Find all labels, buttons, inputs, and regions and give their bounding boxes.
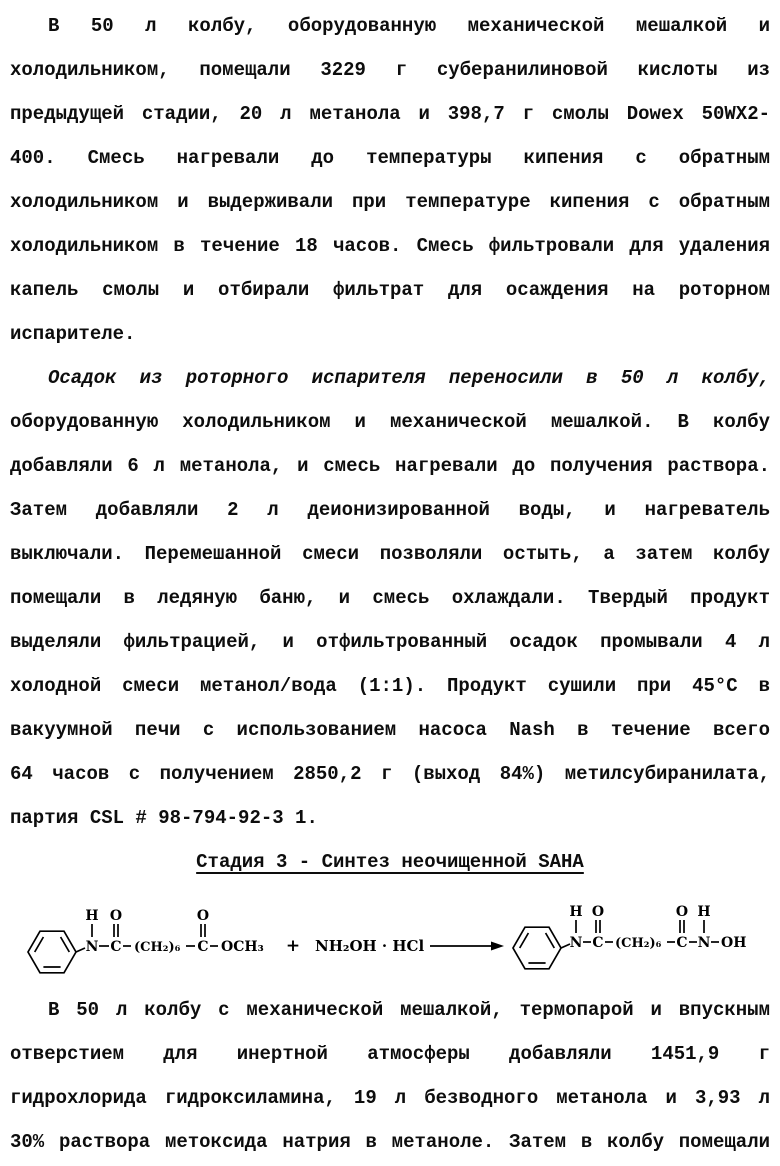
methylene-chain-label: (CH₂)₆ <box>615 936 662 951</box>
carbonyl-c-label: C <box>592 935 604 951</box>
text-line: капель смолы и отбирали фильтрат для осаждения на роторном <box>10 279 770 301</box>
methoxy-label: OCH₃ <box>221 939 264 955</box>
hydroxamic-n-label: N <box>697 935 711 951</box>
text-line: помещали в ледяную баню, и смесь охлаждали. Твердый продукт <box>10 587 770 609</box>
text-line: Затем добавляли 2 л деионизированной воды, и нагреватель <box>10 499 770 521</box>
ester-c-label: C <box>197 939 209 955</box>
reaction-arrow-icon <box>430 942 504 951</box>
ester-o-label: O <box>196 908 210 924</box>
paragraph-1 <box>10 4 770 356</box>
paragraph-3 <box>10 988 770 1164</box>
section-heading-text: Стадия 3 - Синтез неочищенной SAHA <box>196 851 584 873</box>
amide-h-label: H <box>569 904 583 920</box>
text-line: партия CSL # 98-794-92-3 1. <box>10 807 318 829</box>
reaction-scheme-block <box>10 890 770 982</box>
hydroxamic-h-label: H <box>697 904 711 920</box>
benzene-ring-icon <box>28 931 76 973</box>
paragraph-2 <box>10 356 770 840</box>
text-line: холодильником и выдерживали при температуре кипения с обратным <box>10 191 770 213</box>
hydroxyl-label: OH <box>721 935 747 951</box>
text-line: вакуумной печи с использованием насоса Nash в течение всего <box>10 719 770 741</box>
section-heading <box>10 840 770 884</box>
text-line: холодильником в течение 18 часов. Смесь фильтровали для удаления <box>10 235 770 257</box>
reaction-scheme <box>10 890 770 982</box>
carbonyl-c-label: C <box>110 939 122 955</box>
text-line: добавляли 6 л метанола, и смесь нагревали до получения раствора. <box>10 455 770 477</box>
amide-n-label: N <box>85 939 99 955</box>
text-line: 64 часов с получением 2850,2 г (выход 84%) метилсубиранилата, <box>10 763 770 785</box>
plus-sign: + <box>285 936 301 956</box>
text-line: предыдущей стадии, 20 л метанола и 398,7 г смолы Dowex 50WX2- <box>10 103 770 125</box>
reactant-labels <box>85 908 263 955</box>
text-line: холодильником, помещали 3229 г суберанилиновой кислоты из <box>10 59 770 81</box>
hydroxylamine-hcl-label: NH₂OH · HCl <box>315 937 425 955</box>
amide-h-label: H <box>85 908 99 924</box>
text-line: 30% раствора метоксида натрия в метаноле. Затем в колбу помещали <box>10 1131 770 1153</box>
text-line: Осадок из роторного испарителя переносили в 50 л колбу, <box>48 367 770 389</box>
text-line: В 50 л колбу с механической мешалкой, термопарой и впускным <box>48 999 770 1021</box>
text-line: гидрохлорида гидроксиламина, 19 л безводного метанола и 3,93 л <box>10 1087 770 1109</box>
carbonyl-o-label: O <box>591 904 605 920</box>
text-line: отверстием для инертной атмосферы добавляли 1451,9 г <box>10 1043 770 1065</box>
text-line: 400. Смесь нагревали до температуры кипения с обратным <box>10 147 770 169</box>
amide-n-label: N <box>569 935 583 951</box>
hydroxamic-o-label: O <box>675 904 689 920</box>
text-line: В 50 л колбу, оборудованную механической мешалкой и <box>48 15 770 37</box>
benzene-ring-icon <box>513 927 561 969</box>
text-line: выключали. Перемешанной смеси позволяли остыть, а затем колбу <box>10 543 770 565</box>
text-line: оборудованную холодильником и механической мешалкой. В колбу <box>10 411 770 433</box>
carbonyl-o-label: O <box>109 908 123 924</box>
text-line: холодной смеси метанол/вода (1:1). Продукт сушили при 45°C в <box>10 675 770 697</box>
text-line: выделяли фильтрацией, и отфильтрованный осадок промывали 4 л <box>10 631 770 653</box>
text-line: испарителе. <box>10 323 136 345</box>
methylene-chain-label: (CH₂)₆ <box>134 940 181 955</box>
hydroxamic-c-label: C <box>676 935 688 951</box>
reactant-bonds <box>28 924 218 973</box>
